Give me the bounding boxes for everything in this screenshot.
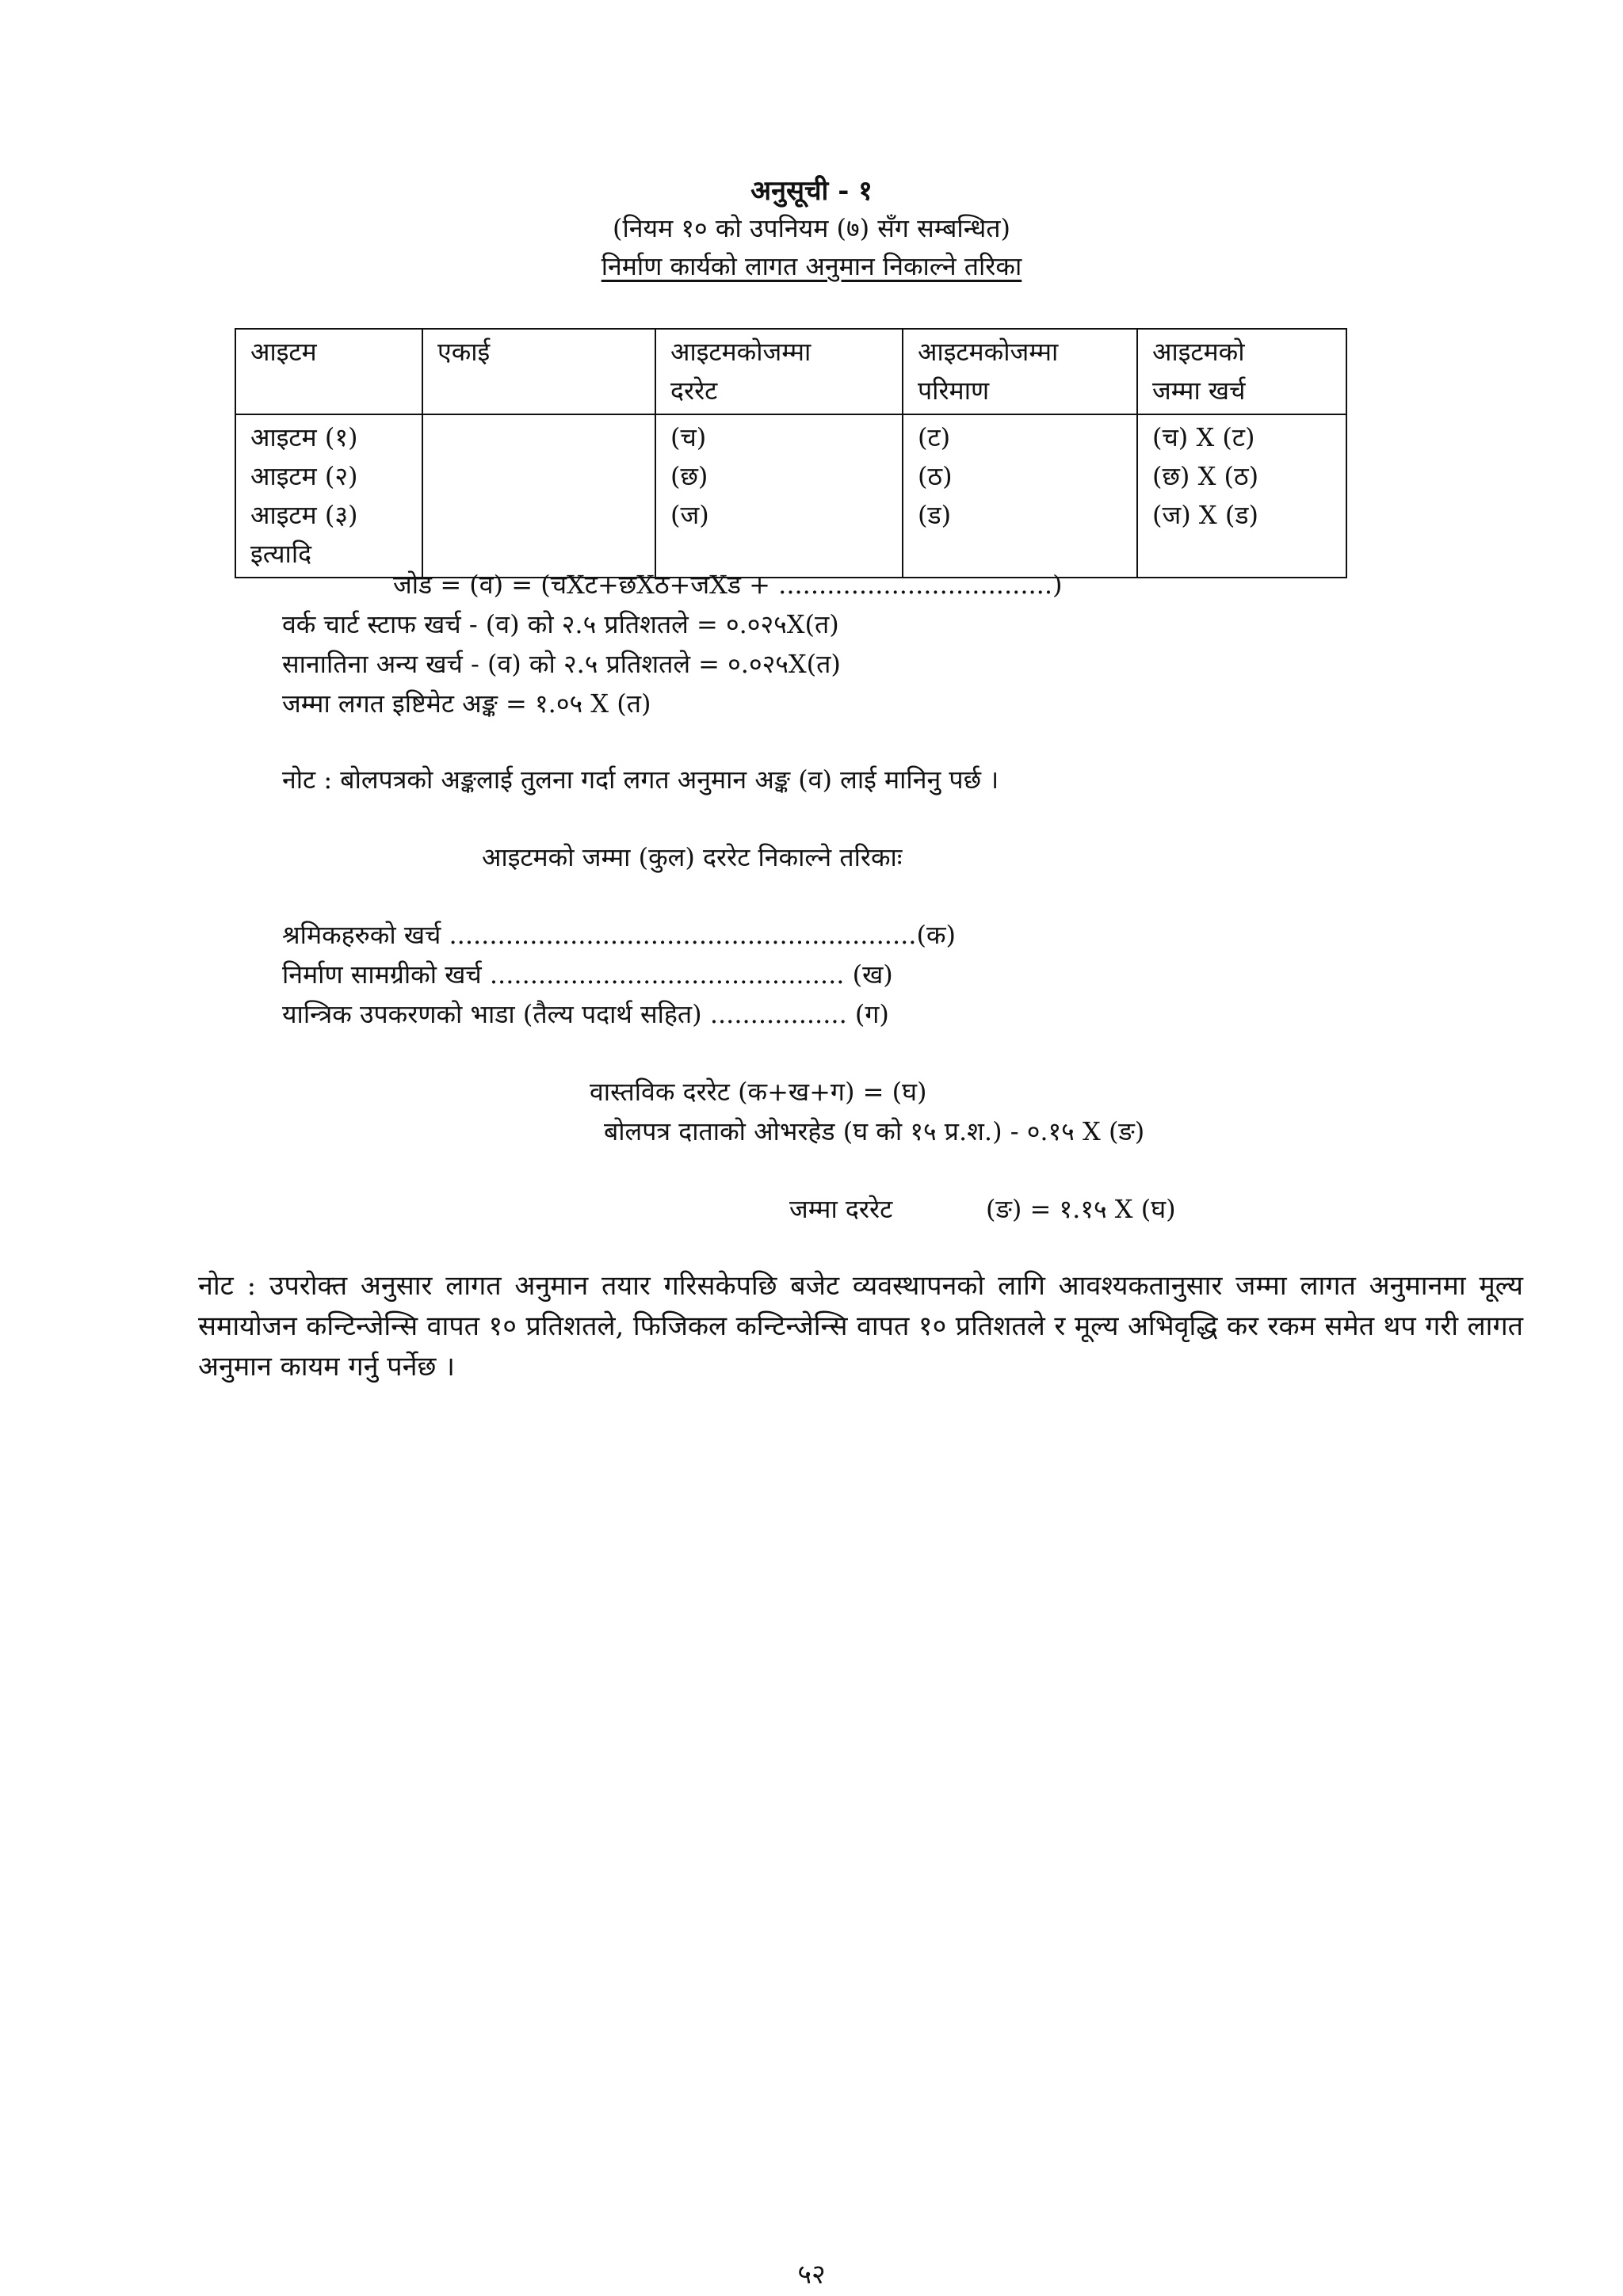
overhead-line: बोलपत्र दाताको ओभरहेड (घ को १५ प्र.श.) - ०.१५ X (ङ) <box>604 1116 1145 1146</box>
cost-cell: (च) X (ट) (छ) X (ठ) (ज) X (ड) <box>1137 414 1346 578</box>
header-cost: आइटमको जम्मा खर्च <box>1137 329 1346 414</box>
note-two: नोट : उपरोक्त अनुसार लागत अनुमान तयार गरिसकेपछि बजेट व्यवस्थापनको लागि आवश्यकतानुसार जम्मा लागत अनुमानमा मूल्य समायोजन कन्टिन्जेन्सि वापत १० प्रतिशतले, फिजिकल कन्टिन्जेन्सि वापत १० प्रतिशतले र मूल्य अभिवृद्धि कर रकम समेत थप गरी लागत अनुमान कायम गर्नु पर्नेछ । <box>198 1270 1523 1383</box>
header-item: आइटम <box>235 329 422 414</box>
header-quantity: आइटमकोजम्मा परिमाण <box>903 329 1137 414</box>
schedule-title: अनुसूची - १ <box>750 175 873 207</box>
cost-estimate-table <box>235 328 1347 578</box>
unit-cell <box>422 414 655 578</box>
header-unit: एकाई <box>422 329 655 414</box>
note-one: नोट : बोलपत्रको अङ्कलाई तुलना गर्दा लगत अनुमान अङ्क (व) लाई मानिनु पर्छ । <box>282 765 999 795</box>
table-row <box>235 414 1346 578</box>
schedule-subtitle: (नियम १० को उपनियम (७) सँग सम्बन्धित) <box>613 213 1010 243</box>
total-rate-value: (ङ) = १.१५ X (घ) <box>986 1194 1176 1224</box>
item-cell: आइटम (१) आइटम (२) आइटम (३) इत्यादि <box>235 414 422 578</box>
rate-cell: (च) (छ) (ज) <box>655 414 903 578</box>
actual-rate-line: वास्तविक दररेट (क+ख+ग) = (घ) <box>590 1077 927 1107</box>
schedule-caption: निर्माण कार्यको लागत अनुमान निकाल्ने तरिका <box>601 251 1022 281</box>
page-number: ५२ <box>797 2259 826 2290</box>
misc-cost-line: सानातिना अन्य खर्च - (व) को २.५ प्रतिशतले = ०.०२५X(त) <box>282 649 841 679</box>
quantity-cell: (ट) (ठ) (ड) <box>903 414 1137 578</box>
workcharge-line: वर्क चार्ट स्टाफ खर्च - (व) को २.५ प्रतिशतले = ०.०२५X(त) <box>282 609 839 639</box>
header-rate: आइटमकोजम्मा दररेट <box>655 329 903 414</box>
material-cost-line: निर्माण सामग्रीको खर्च ............................................ (ख) <box>282 959 893 990</box>
machine-rent-line: यान्त्रिक उपकरणको भाडा (तैल्य पदार्थ सहित) ................. (ग) <box>282 999 889 1029</box>
table-header-row <box>235 329 1346 414</box>
labour-cost-line: श्रमिकहरुको खर्च ..........................................................(क) <box>282 920 957 950</box>
total-rate-label: जम्मा दररेट <box>789 1194 893 1224</box>
method-title: आइटमको जम्मा (कुल) दररेट निकाल्ने तरिकाः <box>482 842 903 872</box>
sum-line: जोड = (व) = (चXट+छXठ+जXड + ..................................) <box>393 570 1063 600</box>
total-estimate-line: जम्मा लगत इष्टिमेट अङ्क = १.०५ X (त) <box>282 688 651 719</box>
